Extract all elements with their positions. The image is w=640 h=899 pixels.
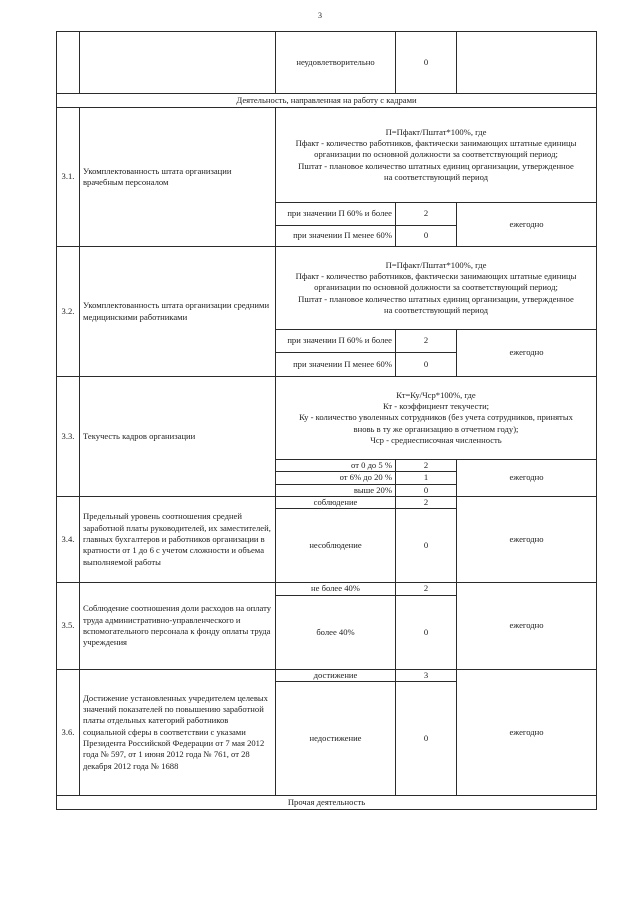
section-title-other: Прочая деятельность <box>57 796 597 810</box>
criteria-table <box>56 31 597 810</box>
formula-line: П=Пфакт/Пштат*100%, где <box>385 126 487 137</box>
period-cell: ежегодно <box>457 583 597 669</box>
condition-cell: недостижение <box>276 682 396 796</box>
points-cell: 0 <box>396 353 457 377</box>
table-row <box>57 247 597 330</box>
condition-cell: не более 40% <box>276 583 396 595</box>
points-cell: 2 <box>396 330 457 353</box>
row-number: 3.1. <box>57 108 80 247</box>
indicator-name: Укомплектованность штата организации средними медицинскими работниками <box>80 247 276 377</box>
points-cell: 2 <box>396 497 457 509</box>
row-number: 3.3. <box>57 377 80 497</box>
period-cell <box>457 32 597 94</box>
section-title-staff: Деятельность, направленная на работу с кадрами <box>57 94 597 108</box>
formula-line: организации по основной должности за соответствующий период; <box>314 149 558 160</box>
period-cell: ежегодно <box>457 203 597 247</box>
formula-line: Ку - количество уволенных сотрудников (без учета сотрудников, принятых <box>299 412 573 423</box>
points-cell: 0 <box>396 682 457 796</box>
formula-description <box>276 377 597 460</box>
condition-cell: неудовлетворительно <box>276 32 396 94</box>
condition-cell: при значении П 60% и более <box>276 330 396 353</box>
row-number: 3.6. <box>57 669 80 795</box>
points-cell: 0 <box>396 32 457 94</box>
row-number: 3.2. <box>57 247 80 377</box>
condition-cell: более 40% <box>276 595 396 669</box>
condition-cell: при значении П менее 60% <box>276 226 396 247</box>
table-row <box>57 669 597 681</box>
page-number: 3 <box>318 11 322 20</box>
condition-cell: при значении П 60% и более <box>276 203 396 226</box>
formula-line: Пштат - плановое количество штатных единиц организации, утвержденное <box>298 160 574 171</box>
formula-description <box>276 108 597 203</box>
row-number: 3.5. <box>57 583 80 669</box>
formula-line: организации по основной должности за соответствующий период; <box>314 282 558 293</box>
points-cell: 2 <box>396 583 457 595</box>
formula-line: Пфакт - количество работников, фактически занимающих штатные единицы <box>295 270 577 281</box>
indicator-name: Предельный уровень соотношения средней заработной платы руководителей, их заместителей, главных бухгалтеров и работников организации в кратности от 1 до 6 с учетом сложности и объема выполняемой работы <box>80 497 276 583</box>
num-cell <box>57 32 80 94</box>
condition-cell: от 0 до 5 % <box>276 460 396 472</box>
formula-line: на соответствующий период <box>383 305 489 316</box>
indicator-name: Соблюдение соотношения доли расходов на оплату труда административно-управленческого и вспомогательного персонала к фонду оплаты труда учреждения <box>80 583 276 669</box>
table-row <box>57 32 597 94</box>
points-cell: 2 <box>396 203 457 226</box>
points-cell: 0 <box>396 226 457 247</box>
formula-description <box>276 247 597 330</box>
period-cell: ежегодно <box>457 497 597 583</box>
formula-line: П=Пфакт/Пштат*100%, где <box>385 259 487 270</box>
formula-line: Кт - коэффициент текучести; <box>382 400 490 411</box>
indicator-name: Укомплектованность штата организации врачебным персоналом <box>80 108 276 247</box>
condition-cell: выше 20% <box>276 484 396 496</box>
points-cell: 0 <box>396 484 457 496</box>
condition-cell: от 6% до 20 % <box>276 472 396 484</box>
points-cell: 0 <box>396 509 457 583</box>
table-row <box>57 583 597 595</box>
period-cell: ежегодно <box>457 330 597 377</box>
formula-line: Чср - среднесписочная численность <box>370 435 502 446</box>
formula-line: на соответствующий период <box>383 172 489 183</box>
table-row <box>57 497 597 509</box>
section-header-row <box>57 94 597 108</box>
period-cell: ежегодно <box>457 460 597 497</box>
indicator-name: Текучесть кадров организации <box>80 377 276 497</box>
section-header-row <box>57 796 597 810</box>
condition-cell: соблюдение <box>276 497 396 509</box>
points-cell: 0 <box>396 595 457 669</box>
points-cell: 3 <box>396 669 457 681</box>
row-number: 3.4. <box>57 497 80 583</box>
period-cell: ежегодно <box>457 669 597 795</box>
condition-cell: несоблюдение <box>276 509 396 583</box>
table-row <box>57 108 597 203</box>
table-row <box>57 377 597 460</box>
condition-cell: достижение <box>276 669 396 681</box>
formula-line: Пфакт - количество работников, фактически занимающих штатные единицы <box>295 137 577 148</box>
condition-cell: при значении П менее 60% <box>276 353 396 377</box>
points-cell: 1 <box>396 472 457 484</box>
formula-line: Кт=Ку/Чср*100%, где <box>396 389 476 400</box>
name-cell <box>80 32 276 94</box>
indicator-name: Достижение установленных учредителем целевых значений показателей по повышению заработной платы отдельных категорий работников социальной сферы в соответствии с указами Президента Российской Федерации от 7 мая 2012 года № 597, от 1 июня 2012 года № 761, от 28 декабря 2012 года № 1688 <box>80 669 276 795</box>
formula-line: Пштат - плановое количество штатных единиц организации, утвержденное <box>298 293 574 304</box>
points-cell: 2 <box>396 460 457 472</box>
formula-line: вновь в ту же организацию в отчетном году); <box>353 423 519 434</box>
